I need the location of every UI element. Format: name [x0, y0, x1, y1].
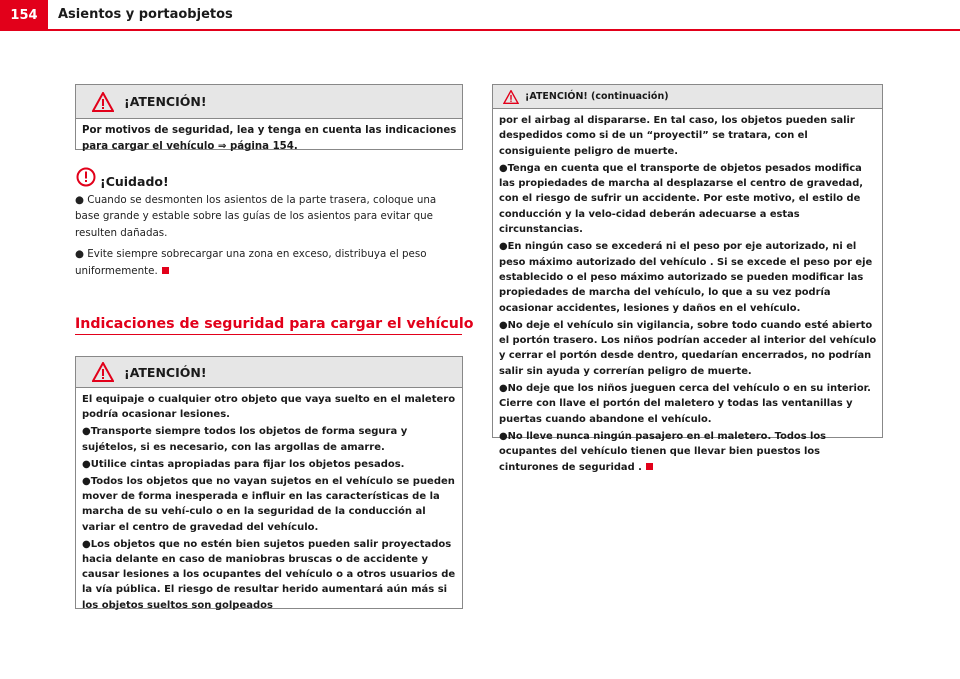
caution-title: ¡Cuidado! — [100, 174, 169, 189]
header-rule — [0, 29, 960, 31]
section-rule — [75, 334, 462, 335]
bullet-icon: ● — [499, 241, 508, 253]
warning-intro: El equipaje o cualquier otro objeto que vaya suelto en el maletero podría ocasionar lesiones. — [82, 394, 456, 421]
warning-body — [493, 109, 882, 481]
page-number: 154 — [0, 0, 48, 30]
warning-header — [76, 357, 462, 388]
warning-triangle-icon — [92, 92, 114, 112]
bullet-icon: ● — [499, 162, 508, 174]
warning-triangle-icon — [92, 362, 114, 382]
caution-icon — [76, 167, 96, 187]
list-item: ●No deje el vehículo sin vigilancia, sobre todo cuando esté abierto el portón trasero. Los niños podrían acceder al interior del vehículo y cerrar el portón desde dentro, quedarían encerrados, no podrían salir sin ayuda y correrían peligro de muerte. — [499, 319, 877, 377]
warning-body — [76, 388, 462, 619]
warning-title: ¡ATENCIÓN! — [124, 94, 207, 109]
warning-box-top — [75, 84, 463, 150]
bullet-icon: ● — [82, 426, 91, 438]
list-item: ●No deje que los niños jueguen cerca del vehículo o en su interior. Cierre con llave el portón del maletero y todas las ventanillas y puertas cuando abandone el vehículo. — [499, 383, 871, 425]
end-mark-icon — [162, 267, 169, 274]
section-title: Indicaciones de seguridad para cargar el vehículo — [75, 316, 474, 332]
warning-box-continued — [492, 84, 883, 473]
list-item: ● Evite siempre sobrecargar una zona en exceso, distribuya el peso uniformemente. — [75, 248, 427, 277]
warning-header — [493, 85, 882, 109]
warning-header — [76, 85, 462, 119]
warning-triangle-icon — [503, 90, 519, 104]
warning-intro: por el airbag al dispararse. En tal caso, los objetos pueden salir despedidos como si de un “proyectil” se tratara, con el consiguiente peligro de muerte. — [499, 115, 855, 157]
list-item: ●Transporte siempre todos los objetos de forma segura y sujételos, si es necesario, con las argollas de amarre. — [82, 426, 408, 453]
end-mark-icon — [646, 463, 653, 470]
list-item: ● Cuando se desmonten los asientos de la parte trasera, coloque una base grande y estable sobre las guías de los asientos para evitar que resulten dañadas. — [75, 194, 437, 239]
warning-body — [76, 119, 462, 160]
bullet-icon: ● — [499, 430, 508, 442]
bullet-icon: ● — [499, 319, 508, 331]
list-item: ●Tenga en cuenta que el transporte de objetos pesados modifica las propiedades de marcha al desplazarse el centro de gravedad, con el riesgo de sufrir un accidente. Por este motivo, el estilo de conducción y la velo-cidad deberán adecuarse a estas circunstancias. — [499, 162, 864, 236]
chapter-title: Asientos y portaobjetos — [58, 7, 233, 22]
bullet-icon: ● — [75, 194, 84, 206]
caution-text — [75, 192, 463, 284]
warning-title: ¡ATENCIÓN! — [124, 364, 207, 380]
bullet-icon: ● — [82, 538, 91, 550]
list-item: ●En ningún caso se excederá ni el peso por eje autorizado, ni el peso máximo autorizado del vehículo . Si se excede el peso por eje establecido o el peso máximo autorizado se pueden modificar las propiedades de marcha del vehículo, lo que a su vez podría ocasionar accidentes, lesiones y daños en el vehículo. — [499, 241, 873, 314]
bullet-icon: ● — [75, 248, 84, 261]
warning-text: Por motivos de seguridad, lea y tenga en cuenta las indicaciones para cargar el vehículo ⇒ página 154. — [82, 125, 457, 152]
list-item: ●Los objetos que no estén bien sujetos pueden salir proyectados hacia delante en caso de maniobras bruscas o de accidente y causar lesiones a los ocupantes del vehículo o a otros usuarios de la vía pública. El riesgo de resultar herido aumentará aún más si los objetos sueltos son golpeados — [82, 538, 456, 611]
bullet-icon: ● — [82, 458, 91, 470]
list-item: ●Utilice cintas apropiadas para fijar los objetos pesados. — [82, 458, 405, 470]
list-item: ●No lleve nunca ningún pasajero en el maletero. Todos los ocupantes del vehículo tienen que llevar bien puestos los cinturones de seguridad . — [499, 430, 827, 473]
list-item: ●Todos los objetos que no vayan sujetos en el vehículo se pueden mover de forma inesperada e influir en las características de la marcha de su vehí-culo o en la seguridad de la conducción al variar el centro de gravedad del vehículo. — [82, 476, 455, 533]
warning-title: ¡ATENCIÓN! (continuación) — [525, 91, 669, 102]
warning-box-main — [75, 356, 463, 609]
bullet-icon: ● — [82, 476, 91, 488]
bullet-icon: ● — [499, 383, 508, 395]
